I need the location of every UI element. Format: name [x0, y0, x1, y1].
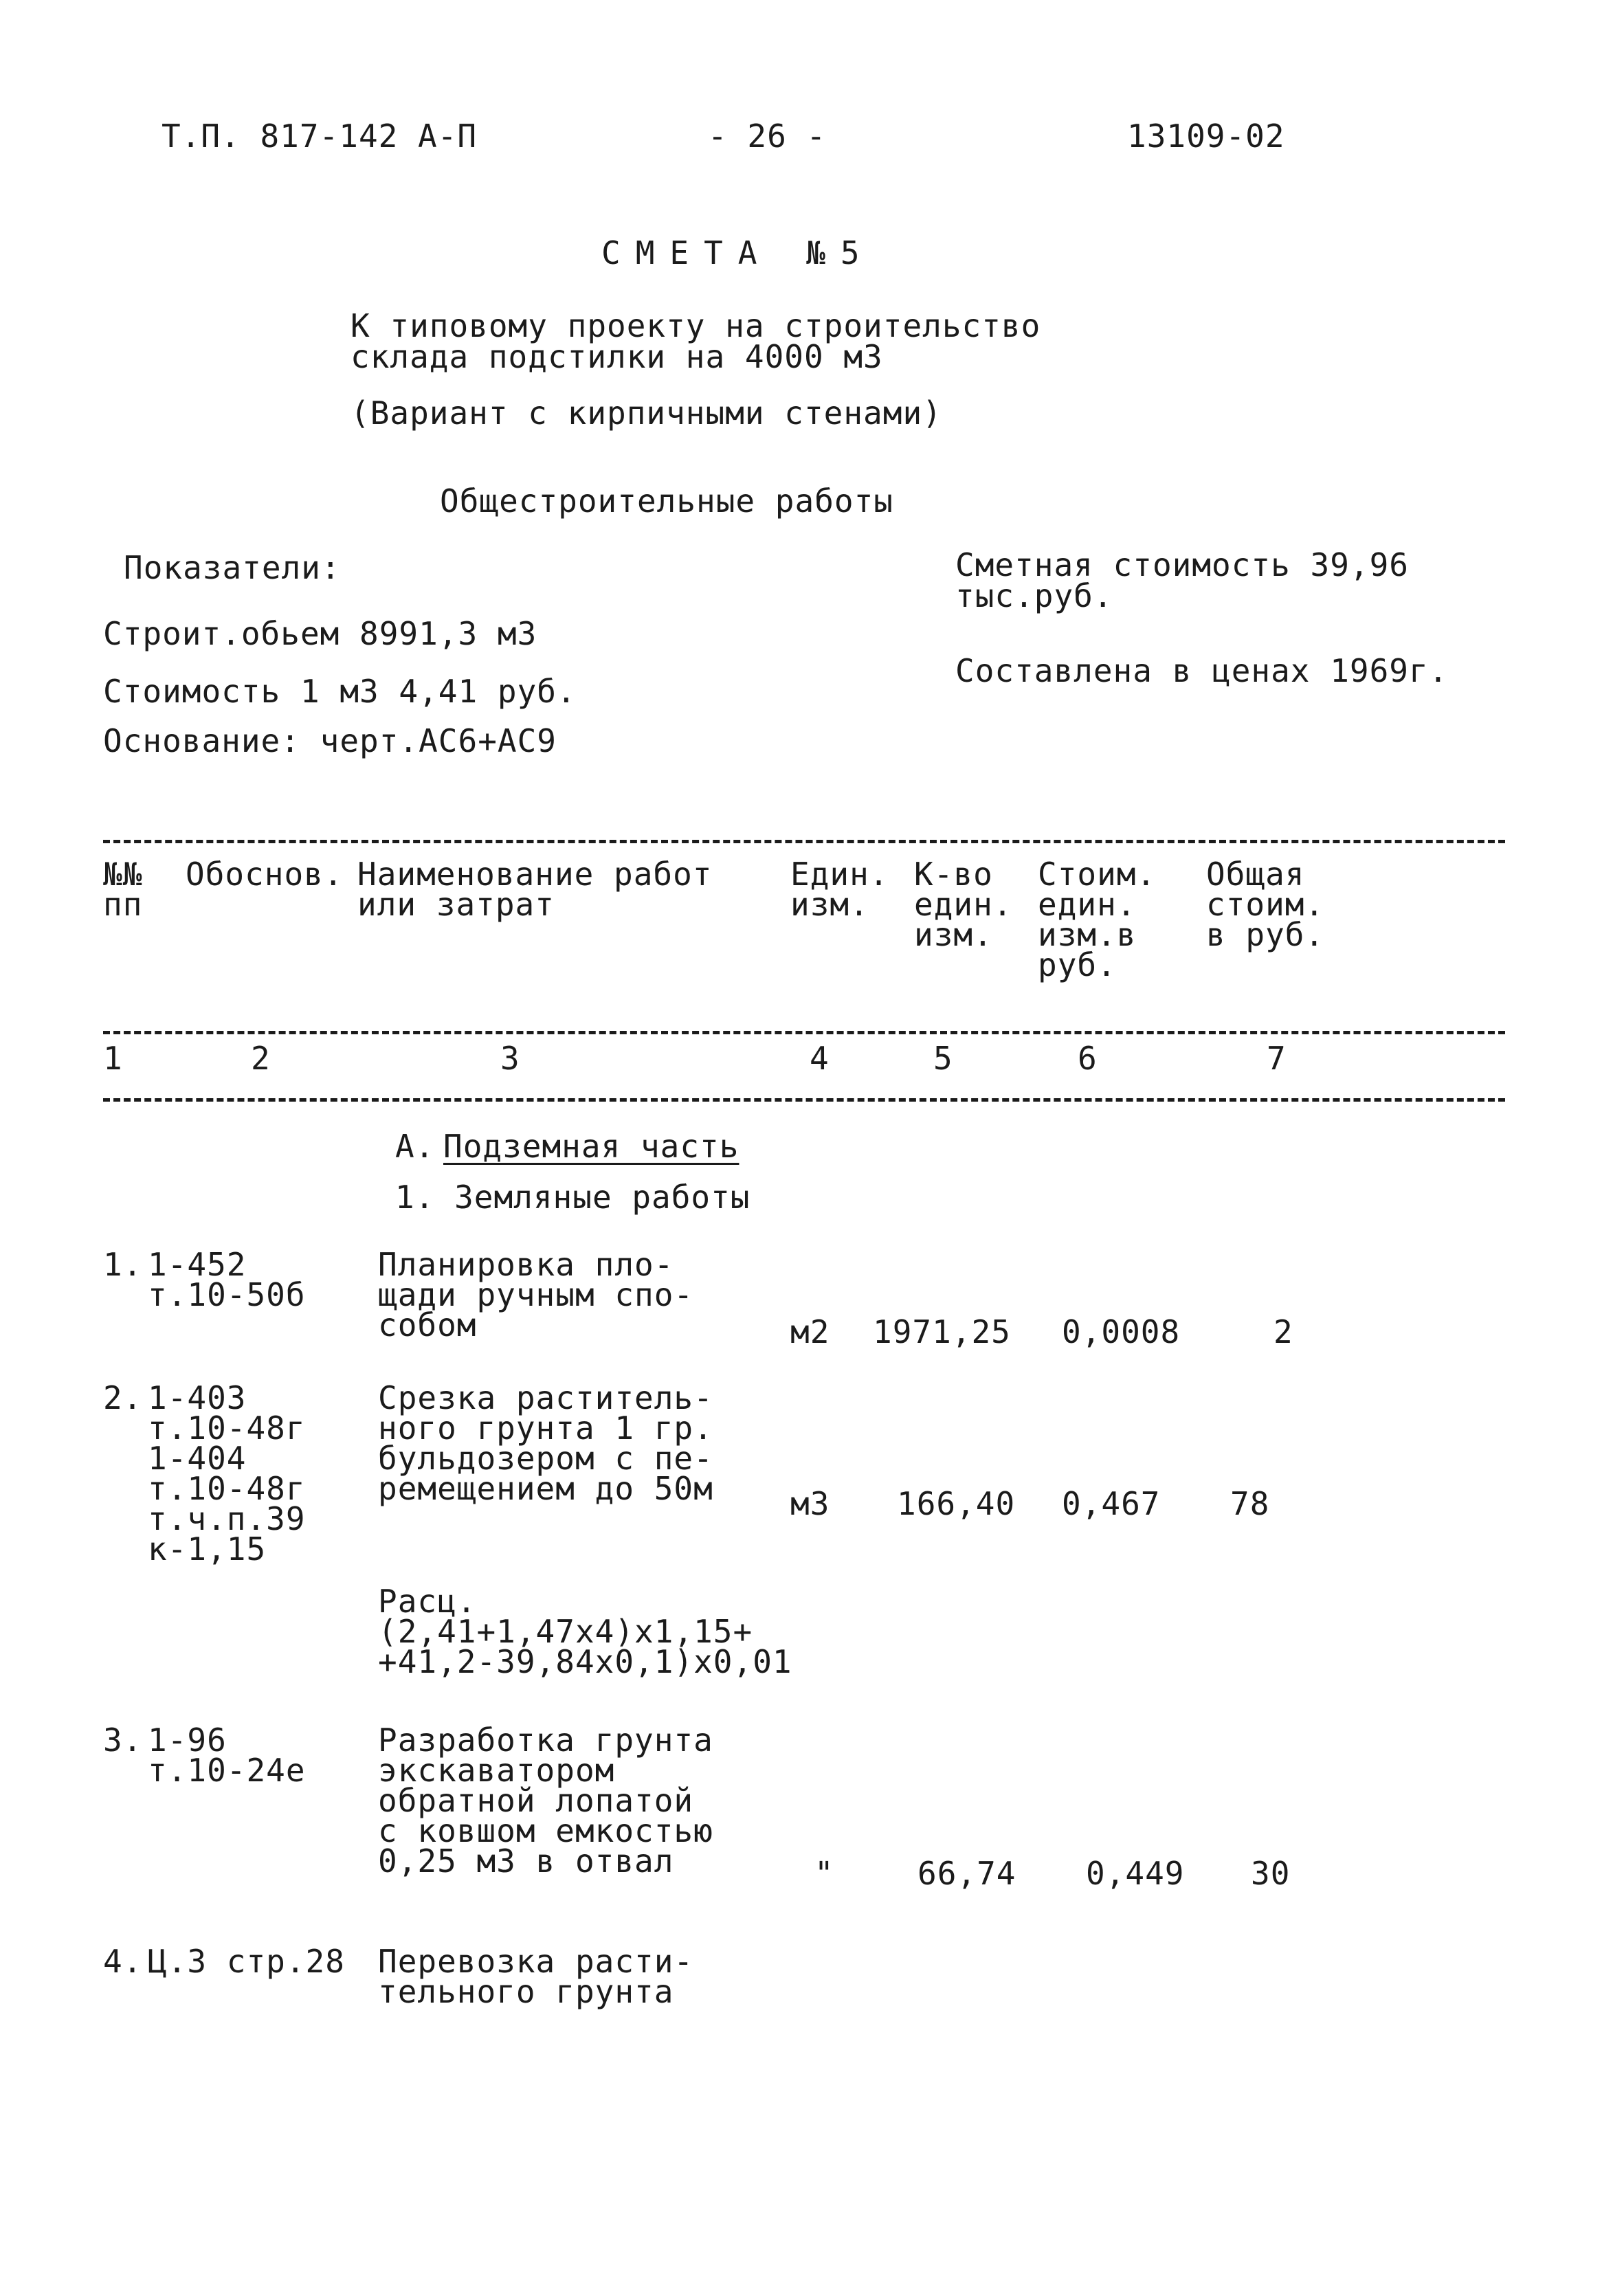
- col-number: 5: [933, 1040, 953, 1077]
- subtitle-line-3: (Вариант с кирпичными стенами): [351, 394, 942, 432]
- row-1-total: 2: [1273, 1313, 1293, 1350]
- basis-drawings: Основание: черт.АС6+АС9: [103, 722, 557, 759]
- row-2-basis: 1-403 т.10-48г 1-404 т.10-48г т.ч.п.39 к-1,15: [148, 1379, 306, 1568]
- row-3-unit-cost: 0,449: [1086, 1855, 1185, 1892]
- header-col-num: №№ пп: [103, 856, 143, 923]
- section-title: Общестроительные работы: [440, 482, 893, 520]
- row-3-num: 3.: [103, 1722, 143, 1759]
- header-col-basis: Обоснов.: [186, 856, 344, 893]
- header-col-total: Общая стоим. в руб.: [1206, 856, 1325, 953]
- row-4-num: 4.: [103, 1943, 143, 1980]
- col-number: 4: [810, 1040, 830, 1077]
- estimate-cost-line-2: тыс.руб.: [955, 577, 1113, 614]
- row-1-basis: 1-452 т.10-50б: [148, 1246, 306, 1313]
- header-bottom-rule: [103, 1031, 1505, 1034]
- table-top-rule: [103, 840, 1505, 843]
- col-number: 1: [103, 1040, 123, 1077]
- part-label: А.: [395, 1128, 435, 1165]
- col-number: 3: [500, 1040, 520, 1077]
- row-3-basis: 1-96 т.10-24е: [148, 1722, 306, 1789]
- part-name: Подземная часть: [443, 1128, 739, 1165]
- row-2-unit: м3: [790, 1485, 830, 1522]
- doc-code: Т.П. 817-142 А-П: [162, 118, 478, 155]
- indicators-label: Показатели:: [124, 549, 341, 586]
- row-1-unit: м2: [790, 1313, 830, 1350]
- row-1-qty: 1971,25: [873, 1313, 1011, 1350]
- building-volume: Строит.обьем 8991,3 м3: [103, 615, 537, 652]
- prices-year: Составлена в ценах 1969г.: [955, 652, 1449, 689]
- estimate-title: СМЕТА №5: [601, 234, 875, 271]
- row-3-unit: ": [814, 1855, 834, 1892]
- page-number: - 26 -: [708, 118, 827, 155]
- row-1-num: 1.: [103, 1246, 143, 1283]
- row-2-name: Срезка раститель- ного грунта 1 гр. бульдозером с пе- ремещением до 50м: [378, 1379, 713, 1507]
- header-col-name: Наименование работ или затрат: [357, 856, 713, 923]
- estimate-cost-line-1: Сметная стоимость 39,96: [955, 546, 1409, 583]
- header-col-qty: К-во един. изм.: [914, 856, 1013, 953]
- subtitle-line-1: К типовому проекту на строительство: [351, 307, 1041, 344]
- row-2-calc: Расц. (2,41+1,47х4)х1,15+ +41,2-39,84х0,1)х0,01: [378, 1583, 792, 1680]
- col-number: 6: [1078, 1040, 1098, 1077]
- col-number: 7: [1267, 1040, 1287, 1077]
- doc-number: 13109-02: [1127, 118, 1285, 155]
- row-2-num: 2.: [103, 1379, 143, 1416]
- row-4-basis: Ц.3 стр.28: [148, 1943, 345, 1980]
- col-number: 2: [251, 1040, 271, 1077]
- row-3-qty: 66,74: [917, 1855, 1016, 1892]
- row-3-name: Разработка грунта экскаватором обратной лопатой с ковшом емкостью 0,25 м3 в отвал: [378, 1722, 713, 1880]
- row-1-unit-cost: 0,0008: [1062, 1313, 1181, 1350]
- row-2-total: 78: [1230, 1485, 1270, 1522]
- numbers-bottom-rule: [103, 1098, 1505, 1102]
- header-col-unit: Един. изм.: [790, 856, 889, 923]
- cost-per-m3: Стоимость 1 м3 4,41 руб.: [103, 673, 577, 710]
- row-1-name: Планировка пло- щади ручным спо- собом: [378, 1246, 694, 1344]
- subsection-title: 1. Земляные работы: [395, 1179, 750, 1216]
- row-2-unit-cost: 0,467: [1062, 1485, 1161, 1522]
- row-2-qty: 166,40: [897, 1485, 1016, 1522]
- subtitle-line-2: склада подстилки на 4000 м3: [351, 338, 883, 375]
- header-col-unit-cost: Стоим. един. изм.в руб.: [1038, 856, 1157, 983]
- row-3-total: 30: [1251, 1855, 1291, 1892]
- row-4-name: Перевозка расти- тельного грунта: [378, 1943, 694, 2010]
